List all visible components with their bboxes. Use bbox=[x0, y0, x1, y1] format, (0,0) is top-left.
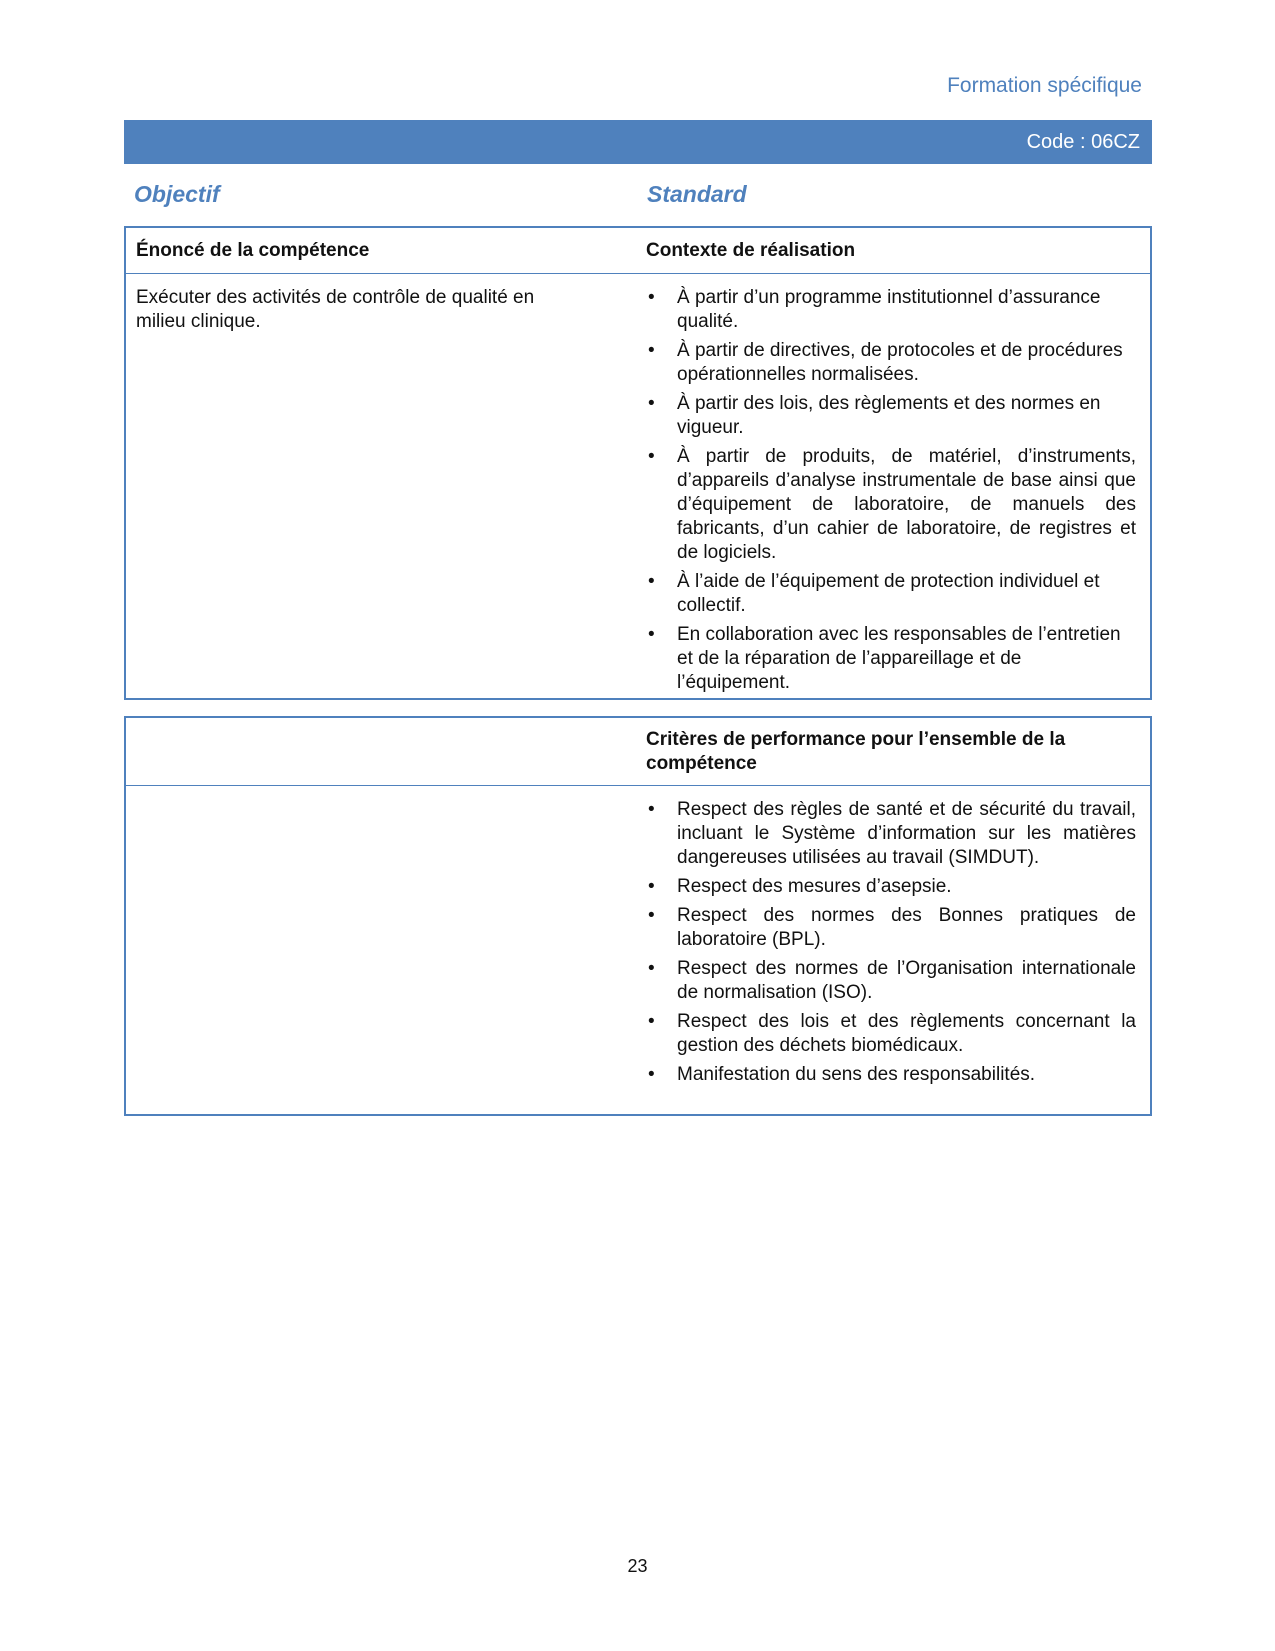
bullet-icon: • bbox=[648, 446, 655, 467]
context-list-wrap bbox=[646, 286, 1136, 700]
competency-statement: Exécuter des activités de contrôle de qualité en milieu clinique. bbox=[136, 287, 535, 332]
bullet-icon: • bbox=[648, 624, 655, 645]
list-item: • À partir de directives, de protocoles et de procédures opérationnelles normalisées. bbox=[648, 340, 1123, 385]
list-item: • Respect des règles de santé et de sécurité du travail, incluant le Système d’information sur les matières dangereuses utilisées au travail (SIMDUT). bbox=[648, 799, 1136, 868]
bullet-icon: • bbox=[648, 1011, 655, 1032]
list-item: • En collaboration avec les responsables de l’entretien et de la réparation de l’appareillage et de l’équipement. bbox=[648, 624, 1121, 693]
code-banner bbox=[124, 120, 1152, 164]
box2-body-row bbox=[126, 786, 1150, 1116]
performance-criteria-box bbox=[124, 716, 1152, 1116]
bullet-icon: • bbox=[648, 958, 655, 979]
objective-heading: Objectif bbox=[134, 181, 220, 207]
list-item: • Respect des mesures d’asepsie. bbox=[648, 876, 952, 897]
box1-body-row bbox=[126, 274, 1150, 694]
list-item: • Manifestation du sens des responsabilités. bbox=[648, 1064, 1036, 1085]
competency-code: Code : 06CZ bbox=[1026, 131, 1140, 153]
section-headings bbox=[124, 181, 1152, 211]
bullet-icon: • bbox=[648, 799, 655, 820]
list-item: • Respect des normes des Bonnes pratiques de laboratoire (BPL). bbox=[648, 905, 1136, 950]
performance-criteria-heading: Critères de performance pour l’ensemble de la compétence bbox=[646, 729, 1066, 774]
list-item: • Respect des lois et des règlements concernant la gestion des déchets biomédicaux. bbox=[648, 1011, 1136, 1056]
list-item: • À l’aide de l’équipement de protection individuel et collectif. bbox=[648, 571, 1100, 616]
list-item: • Respect des normes de l’Organisation internationale de normalisation (ISO). bbox=[648, 958, 1136, 1003]
box1-header-row bbox=[126, 228, 1150, 274]
context-heading: Contexte de réalisation bbox=[646, 240, 856, 261]
criteria-list-wrap bbox=[646, 798, 1136, 1092]
standard-heading: Standard bbox=[647, 181, 747, 207]
criteria-list bbox=[646, 798, 1136, 1087]
bullet-icon: • bbox=[648, 571, 655, 592]
statement-heading: Énoncé de la compétence bbox=[136, 240, 370, 261]
list-item: • À partir des lois, des règlements et des normes en vigueur. bbox=[648, 393, 1101, 438]
bullet-icon: • bbox=[648, 340, 655, 361]
list-item: • À partir d’un programme institutionnel d’assurance qualité. bbox=[648, 287, 1101, 332]
bullet-icon: • bbox=[648, 876, 655, 897]
bullet-icon: • bbox=[648, 905, 655, 926]
bullet-icon: • bbox=[648, 1064, 655, 1085]
bullet-icon: • bbox=[648, 287, 655, 308]
competency-statement-box bbox=[124, 226, 1152, 700]
context-list bbox=[646, 286, 1136, 695]
page-number: 23 bbox=[627, 1556, 648, 1576]
box2-header-row bbox=[126, 718, 1150, 786]
page-header-title: Formation spécifique bbox=[947, 74, 1142, 97]
bullet-icon: • bbox=[648, 393, 655, 414]
list-item: • À partir de produits, de matériel, d’instruments, d’appareils d’analyse instrumentale de base ainsi que d’équipement de laboratoire, de manuels des fabricants, d’un cahier de laboratoire, de registres et de logiciels. bbox=[648, 446, 1136, 563]
